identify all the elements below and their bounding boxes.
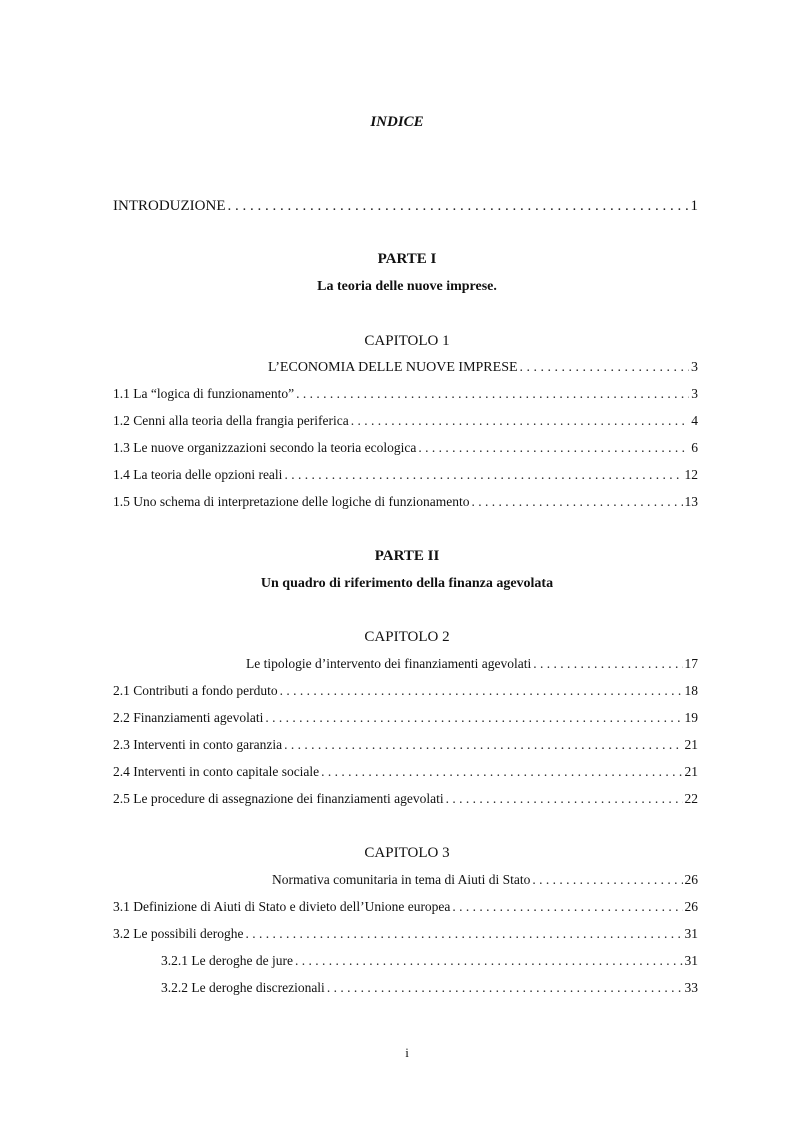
toc-entry-label: 3.1 Definizione di Aiuti di Stato e divieto dell’Unione europea xyxy=(113,899,451,914)
toc-entry-label: 2.4 Interventi in conto capitale sociale xyxy=(113,764,320,779)
toc-entry xyxy=(113,791,698,807)
toc-entry xyxy=(113,710,698,726)
toc-entry-label: 1.3 Le nuove organizzazioni secondo la teoria ecologica xyxy=(113,440,417,455)
dot-leader xyxy=(452,899,682,915)
dot-leader xyxy=(472,494,683,510)
part-label: PARTE I xyxy=(377,251,437,267)
toc-entry-label: Normativa comunitaria in tema di Aiuti di Stato xyxy=(272,872,531,887)
toc-subentry xyxy=(161,953,698,969)
toc-entry xyxy=(113,494,698,510)
toc-entry xyxy=(113,899,698,915)
toc-entry xyxy=(113,926,698,942)
toc-entry-page: 33 xyxy=(684,980,698,995)
toc-entry-label: 3.2 Le possibili deroghe xyxy=(113,926,244,941)
toc-entry-page: 3 xyxy=(691,360,698,375)
toc-entry-introduction xyxy=(113,198,698,215)
toc-entry-label: 1.1 La “logica di funzionamento” xyxy=(113,386,295,401)
toc-entry-page: 12 xyxy=(684,467,698,482)
toc-entry-page: 21 xyxy=(684,764,698,779)
toc-entry-page: 31 xyxy=(684,953,698,968)
part-title: La teoria delle nuove imprese. xyxy=(317,279,497,294)
dot-leader xyxy=(296,386,689,402)
toc-entry xyxy=(113,683,698,699)
toc-entry-label: 3.2.1 Le deroghe de jure xyxy=(161,953,293,968)
toc-subentry xyxy=(161,980,698,996)
index-title: INDICE xyxy=(370,114,424,130)
toc-entry xyxy=(113,413,698,429)
toc-entry xyxy=(113,440,698,456)
toc-entry-page: 22 xyxy=(684,791,698,806)
toc-entry-page: 21 xyxy=(684,737,698,752)
dot-leader xyxy=(284,737,682,753)
toc-entry-label: 1.5 Uno schema di interpretazione delle logiche di funzionamento xyxy=(113,494,470,509)
toc-entry-label: 2.5 Le procedure di assegnazione dei finanziamenti agevolati xyxy=(113,791,444,806)
dot-leader xyxy=(280,683,683,699)
toc-entry-label: 1.4 La teoria delle opzioni reali xyxy=(113,467,283,482)
toc-entry-label: 2.2 Finanziamenti agevolati xyxy=(113,710,264,725)
toc-entry-page: 6 xyxy=(691,440,698,455)
toc-entry-label: 3.2.2 Le deroghe discrezionali xyxy=(161,980,325,995)
toc-entry-page: 26 xyxy=(684,872,698,887)
toc-entry-page: 3 xyxy=(691,386,698,401)
dot-leader xyxy=(532,872,682,888)
chapter-label: CAPITOLO 3 xyxy=(364,845,450,861)
toc-entry-label: 2.3 Interventi in conto garanzia xyxy=(113,737,283,752)
dot-leader xyxy=(446,791,683,807)
chapter-label: CAPITOLO 2 xyxy=(364,629,450,645)
toc-entry xyxy=(113,386,698,402)
toc-entry-page: 1 xyxy=(690,198,698,214)
toc-entry-page: 4 xyxy=(691,413,698,428)
chapter-heading xyxy=(272,872,698,888)
toc-entry-label: 2.1 Contributi a fondo perduto xyxy=(113,683,278,698)
page-number: i xyxy=(405,1045,409,1060)
toc-entry xyxy=(113,764,698,780)
dot-leader xyxy=(265,710,682,726)
part-label: PARTE II xyxy=(374,548,440,564)
toc-entry-label: 1.2 Cenni alla teoria della frangia periferica xyxy=(113,413,349,428)
toc-entry xyxy=(113,737,698,753)
dot-leader xyxy=(284,467,682,483)
toc-entry-label: L’ECONOMIA DELLE NUOVE IMPRESE xyxy=(268,360,518,375)
dot-leader xyxy=(321,764,682,780)
chapter-heading xyxy=(246,656,698,672)
dot-leader xyxy=(245,926,682,942)
toc-entry-page: 19 xyxy=(684,710,698,725)
toc-entry-page: 26 xyxy=(684,899,698,914)
toc-entry xyxy=(113,467,698,483)
part-title: Un quadro di riferimento della finanza agevolata xyxy=(260,576,554,591)
toc-entry-page: 31 xyxy=(684,926,698,941)
dot-leader xyxy=(227,198,688,215)
dot-leader xyxy=(295,953,683,969)
toc-entry-page: 17 xyxy=(684,656,698,671)
dot-leader xyxy=(418,440,689,456)
toc-entry-label: Le tipologie d’intervento dei finanziamenti agevolati xyxy=(246,656,532,671)
toc-entry-page: 13 xyxy=(684,494,698,509)
dot-leader xyxy=(327,980,683,996)
toc-entry-page: 18 xyxy=(684,683,698,698)
dot-leader xyxy=(533,656,682,672)
chapter-label: CAPITOLO 1 xyxy=(364,333,450,349)
chapter-heading xyxy=(268,360,698,376)
dot-leader xyxy=(520,360,689,376)
dot-leader xyxy=(351,413,689,429)
toc-entry-label: INTRODUZIONE xyxy=(113,198,226,214)
